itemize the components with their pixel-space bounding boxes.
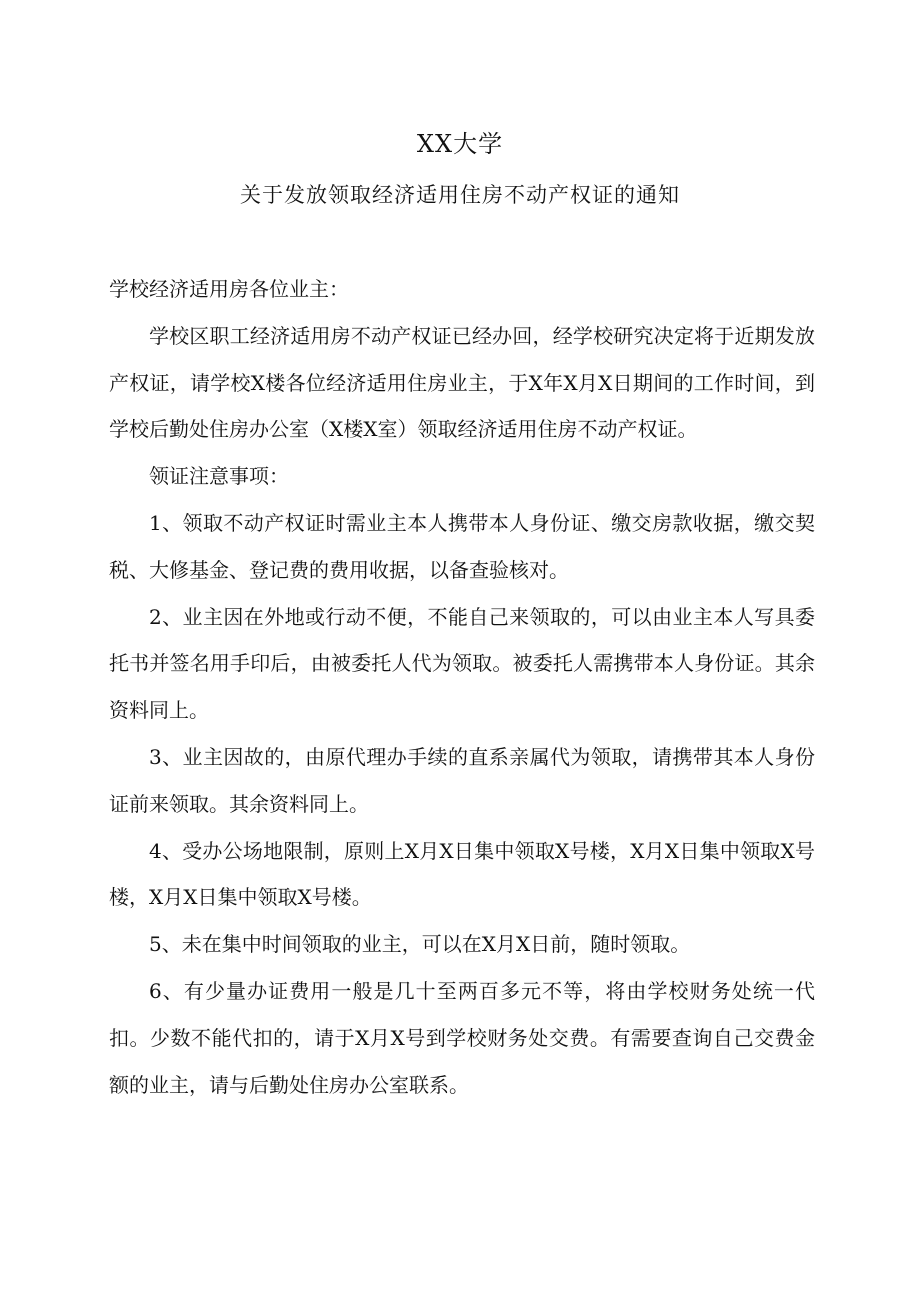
organization-title: XX大学: [416, 130, 504, 158]
salutation: 学校经济适用房各位业主：: [109, 277, 349, 301]
paragraph-item-5: 5、未在集中时间领取的业主，可以在X月X日前，随时领取。: [149, 932, 691, 957]
paragraph-item-2: 2、业主因在外地或行动不便，不能自己来领取的，可以由业主本人写具委托书并签名用手印后，由被委托人代为领取。被委托人需携带本人身份证。其余资料同上。: [109, 604, 815, 723]
paragraph-item-6: 6、有少量办证费用一般是几十至两百多元不等，将由学校财务处统一代扣。少数不能代扣的，请于X月X号到学校财务处交费。有需要查询自己交费金额的业主，请与后勤处住房办公室联系。: [109, 978, 815, 1097]
notice-title: 关于发放领取经济适用住房不动产权证的通知: [240, 183, 680, 207]
paragraph-notes-heading: 领证注意事项：: [149, 464, 289, 489]
notice-body: [109, 266, 815, 1108]
paragraph-item-4: 4、受办公场地限制，原则上X月X日集中领取X号楼，X月X日集中领取X号楼，X月X日集中领取X号楼。: [109, 838, 815, 910]
paragraph-item-3: 3、业主因故的，由原代理办手续的直系亲属代为领取，请携带其本人身份证前来领取。其余资料同上。: [109, 744, 815, 816]
paragraph-item-1: 1、领取不动产权证时需业主本人携带本人身份证、缴交房款收据，缴交契税、大修基金、登记费的费用收据，以备查验核对。: [109, 510, 815, 582]
paragraph-intro: 学校区职工经济适用房不动产权证已经办回，经学校研究决定将于近期发放产权证，请学校X楼各位经济适用住房业主，于X年X月X日期间的工作时间，到学校后勤处住房办公室（X楼X室）领取经济适用住房不动产权证。: [109, 323, 815, 442]
